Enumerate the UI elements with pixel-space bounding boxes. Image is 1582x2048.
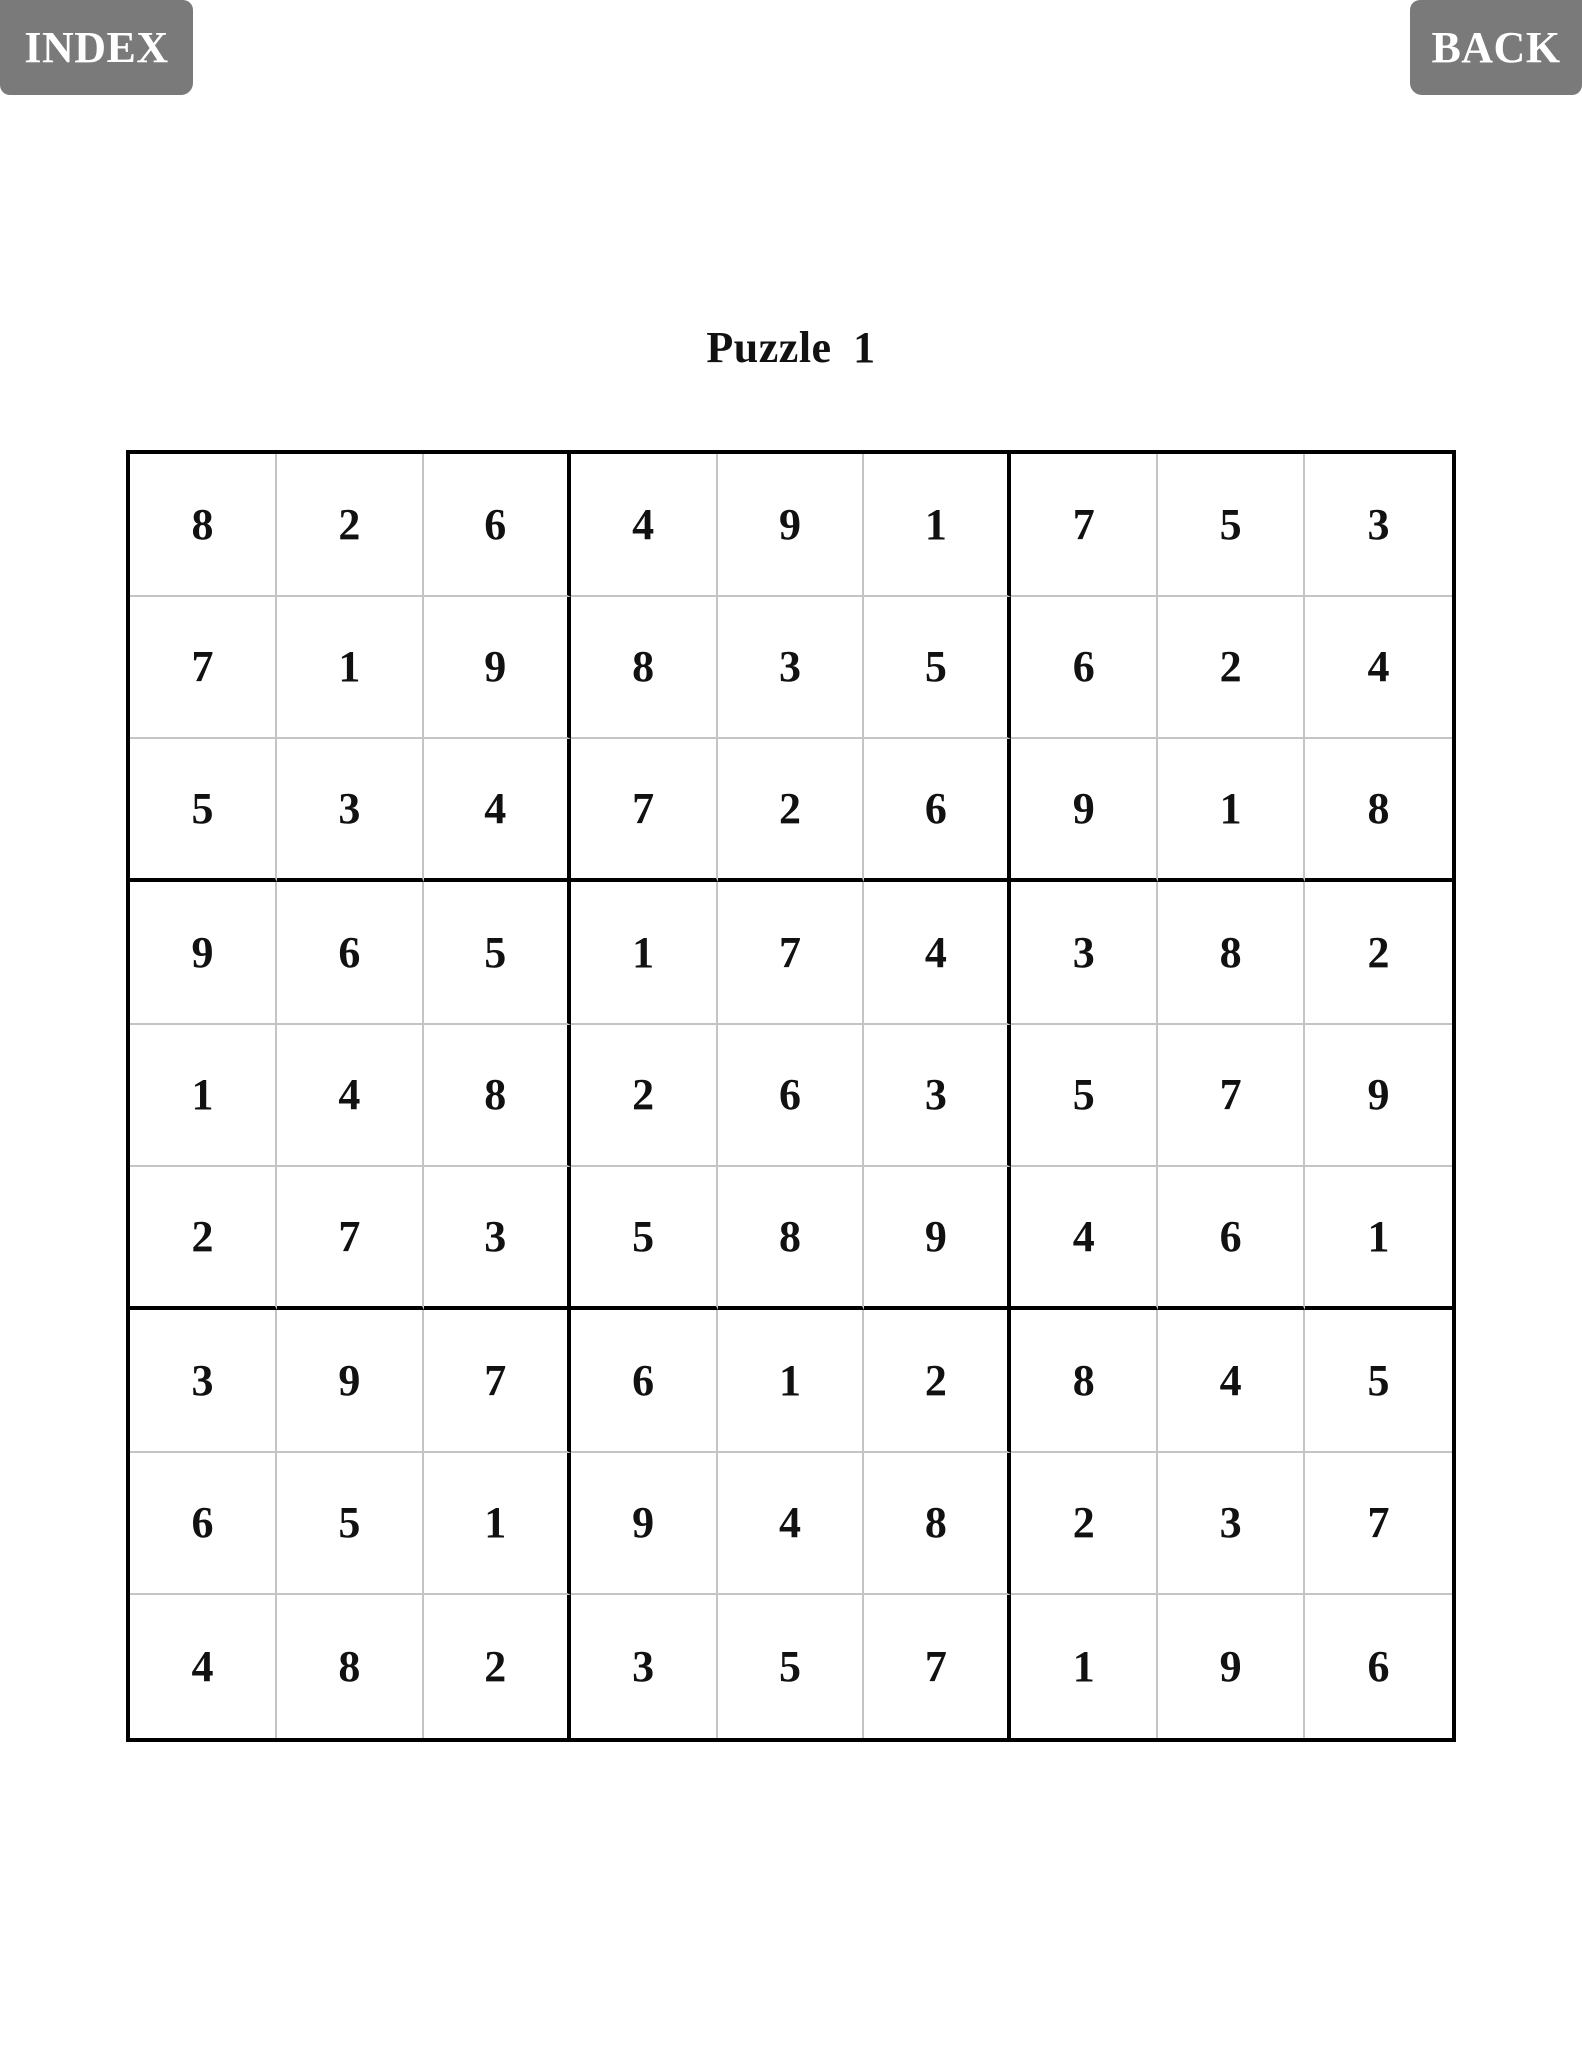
grid-cell-r5-c9: 9 <box>1305 1025 1452 1168</box>
grid-cell-r7-c9: 5 <box>1305 1310 1452 1453</box>
grid-cell-r5-c3: 8 <box>424 1025 571 1168</box>
grid-cell-r9-c9: 6 <box>1367 1642 1390 1692</box>
grid-cell-r2-c9: 4 <box>1305 597 1452 740</box>
grid-cell-r6-c4: 5 <box>571 1167 718 1310</box>
grid-cell-r3-c2: 3 <box>277 739 424 882</box>
grid-cell-r4-c2: 6 <box>277 882 424 1025</box>
grid-cell-r4-c6: 4 <box>864 882 1011 1025</box>
grid-cell-r7-c7: 8 <box>1011 1310 1158 1453</box>
grid-cell-r4-c4: 1 <box>571 882 718 1025</box>
grid-cell-r9-c6: 7 <box>864 1595 1011 1738</box>
grid-cell-r9-c3: 2 <box>424 1595 571 1738</box>
grid-cell-r6-c1: 2 <box>130 1167 277 1310</box>
grid-cell-r4-c7: 3 <box>1011 882 1158 1025</box>
grid-cell-r6-c6: 9 <box>864 1167 1011 1310</box>
grid-cell-r6-c2: 7 <box>277 1167 424 1310</box>
grid-cell-r6-c7: 4 <box>1011 1167 1158 1310</box>
grid-cell-r3-c7: 9 <box>1011 739 1158 882</box>
grid-cell-r2-c5: 3 <box>718 597 865 740</box>
grid-cell-r6-c3: 3 <box>424 1167 571 1310</box>
grid-cell-r1-c8: 5 <box>1158 454 1305 597</box>
grid-cell-r4-c1: 9 <box>130 882 277 1025</box>
grid-cell-r9-c8: 9 <box>1158 1595 1305 1738</box>
grid-cell-r8-c5: 4 <box>718 1453 865 1596</box>
grid-cell-r3-c9: 8 <box>1305 739 1452 882</box>
index-button[interactable]: INDEX <box>0 0 193 95</box>
puzzle-title: Puzzle 1 <box>706 323 876 372</box>
grid-cell-r6-c5: 8 <box>718 1167 865 1310</box>
grid-cell-r7-c1: 3 <box>130 1310 277 1453</box>
grid-cell-r1-c2: 2 <box>277 454 424 597</box>
grid-cell-r2-c1: 7 <box>130 597 277 740</box>
grid-cell-r7-c5: 1 <box>718 1310 865 1453</box>
grid-cell-r5-c8: 7 <box>1158 1025 1305 1168</box>
grid-cell-r4-c9: 2 <box>1305 882 1452 1025</box>
grid-cell-r9-c4: 3 <box>571 1595 718 1738</box>
grid-cell-r2-c7: 6 <box>1011 597 1158 740</box>
grid-cell-r9-c5: 5 <box>718 1595 865 1738</box>
grid-cell-r9-c7: 1 <box>1011 1595 1158 1738</box>
grid-cell-r8-c7: 2 <box>1011 1453 1158 1596</box>
grid-cell-r5-c2: 4 <box>277 1025 424 1168</box>
grid-cell-r2-c6: 5 <box>864 597 1011 740</box>
grid-cell-r3-c1: 5 <box>130 739 277 882</box>
grid-cell-r3-c6: 6 <box>864 739 1011 882</box>
grid-cell-r1-c9: 3 <box>1305 454 1452 597</box>
grid-cell-r3-c8: 1 <box>1158 739 1305 882</box>
grid-cell-r5-c4: 2 <box>571 1025 718 1168</box>
grid-cell-r8-c6: 8 <box>864 1453 1011 1596</box>
grid-cell-r4-c8: 8 <box>1158 882 1305 1025</box>
grid-cell-r5-c1: 1 <box>130 1025 277 1168</box>
back-button[interactable]: BACK <box>1410 0 1582 95</box>
grid-cell-r7-c2: 9 <box>277 1310 424 1453</box>
grid-cell-r5-c5: 6 <box>718 1025 865 1168</box>
grid-cell-r8-c3: 1 <box>424 1453 571 1596</box>
grid-cell-r7-c3: 7 <box>424 1310 571 1453</box>
grid-cell-r2-c3: 9 <box>424 597 571 740</box>
grid-cell-r1-c3: 6 <box>424 454 571 597</box>
grid-cell-r1-c1: 8 <box>130 454 277 597</box>
grid-cell-r8-c2: 5 <box>277 1453 424 1596</box>
grid-cell-r7-c4: 6 <box>571 1310 718 1453</box>
grid-cell-r6-c8: 6 <box>1158 1167 1305 1310</box>
grid-cell-r9-c2: 8 <box>277 1595 424 1738</box>
grid-cell-r7-c8: 4 <box>1158 1310 1305 1453</box>
grid-cell-r8-c8: 3 <box>1158 1453 1305 1596</box>
grid-cell-r3-c5: 2 <box>718 739 865 882</box>
grid-cell-r1-c7: 7 <box>1011 454 1158 597</box>
grid-cell-r4-c5: 7 <box>718 882 865 1025</box>
grid-cell-r2-c8: 2 <box>1158 597 1305 740</box>
grid-cell-r3-c4: 7 <box>571 739 718 882</box>
grid-cell-r2-c4: 8 <box>571 597 718 740</box>
grid-cell-r9-c1: 4 <box>130 1595 277 1738</box>
grid-cell-r1-c6: 1 <box>864 454 1011 597</box>
grid-cell-r5-c7: 5 <box>1011 1025 1158 1168</box>
grid-cell-r6-c9: 1 <box>1305 1167 1452 1310</box>
grid-cell-r3-c3: 4 <box>424 739 571 882</box>
sudoku-grid <box>126 450 1456 1742</box>
grid-cell-r1-c5: 9 <box>718 454 865 597</box>
grid-cell-r4-c3: 5 <box>424 882 571 1025</box>
grid-cell-r8-c9: 7 <box>1305 1453 1452 1596</box>
grid-cell-r1-c4: 4 <box>571 454 718 597</box>
grid-cell-r7-c6: 2 <box>864 1310 1011 1453</box>
grid-cell-r8-c4: 9 <box>571 1453 718 1596</box>
grid-cell-r2-c2: 1 <box>277 597 424 740</box>
grid-cell-r5-c6: 3 <box>864 1025 1011 1168</box>
grid-cell-r8-c1: 6 <box>130 1453 277 1596</box>
